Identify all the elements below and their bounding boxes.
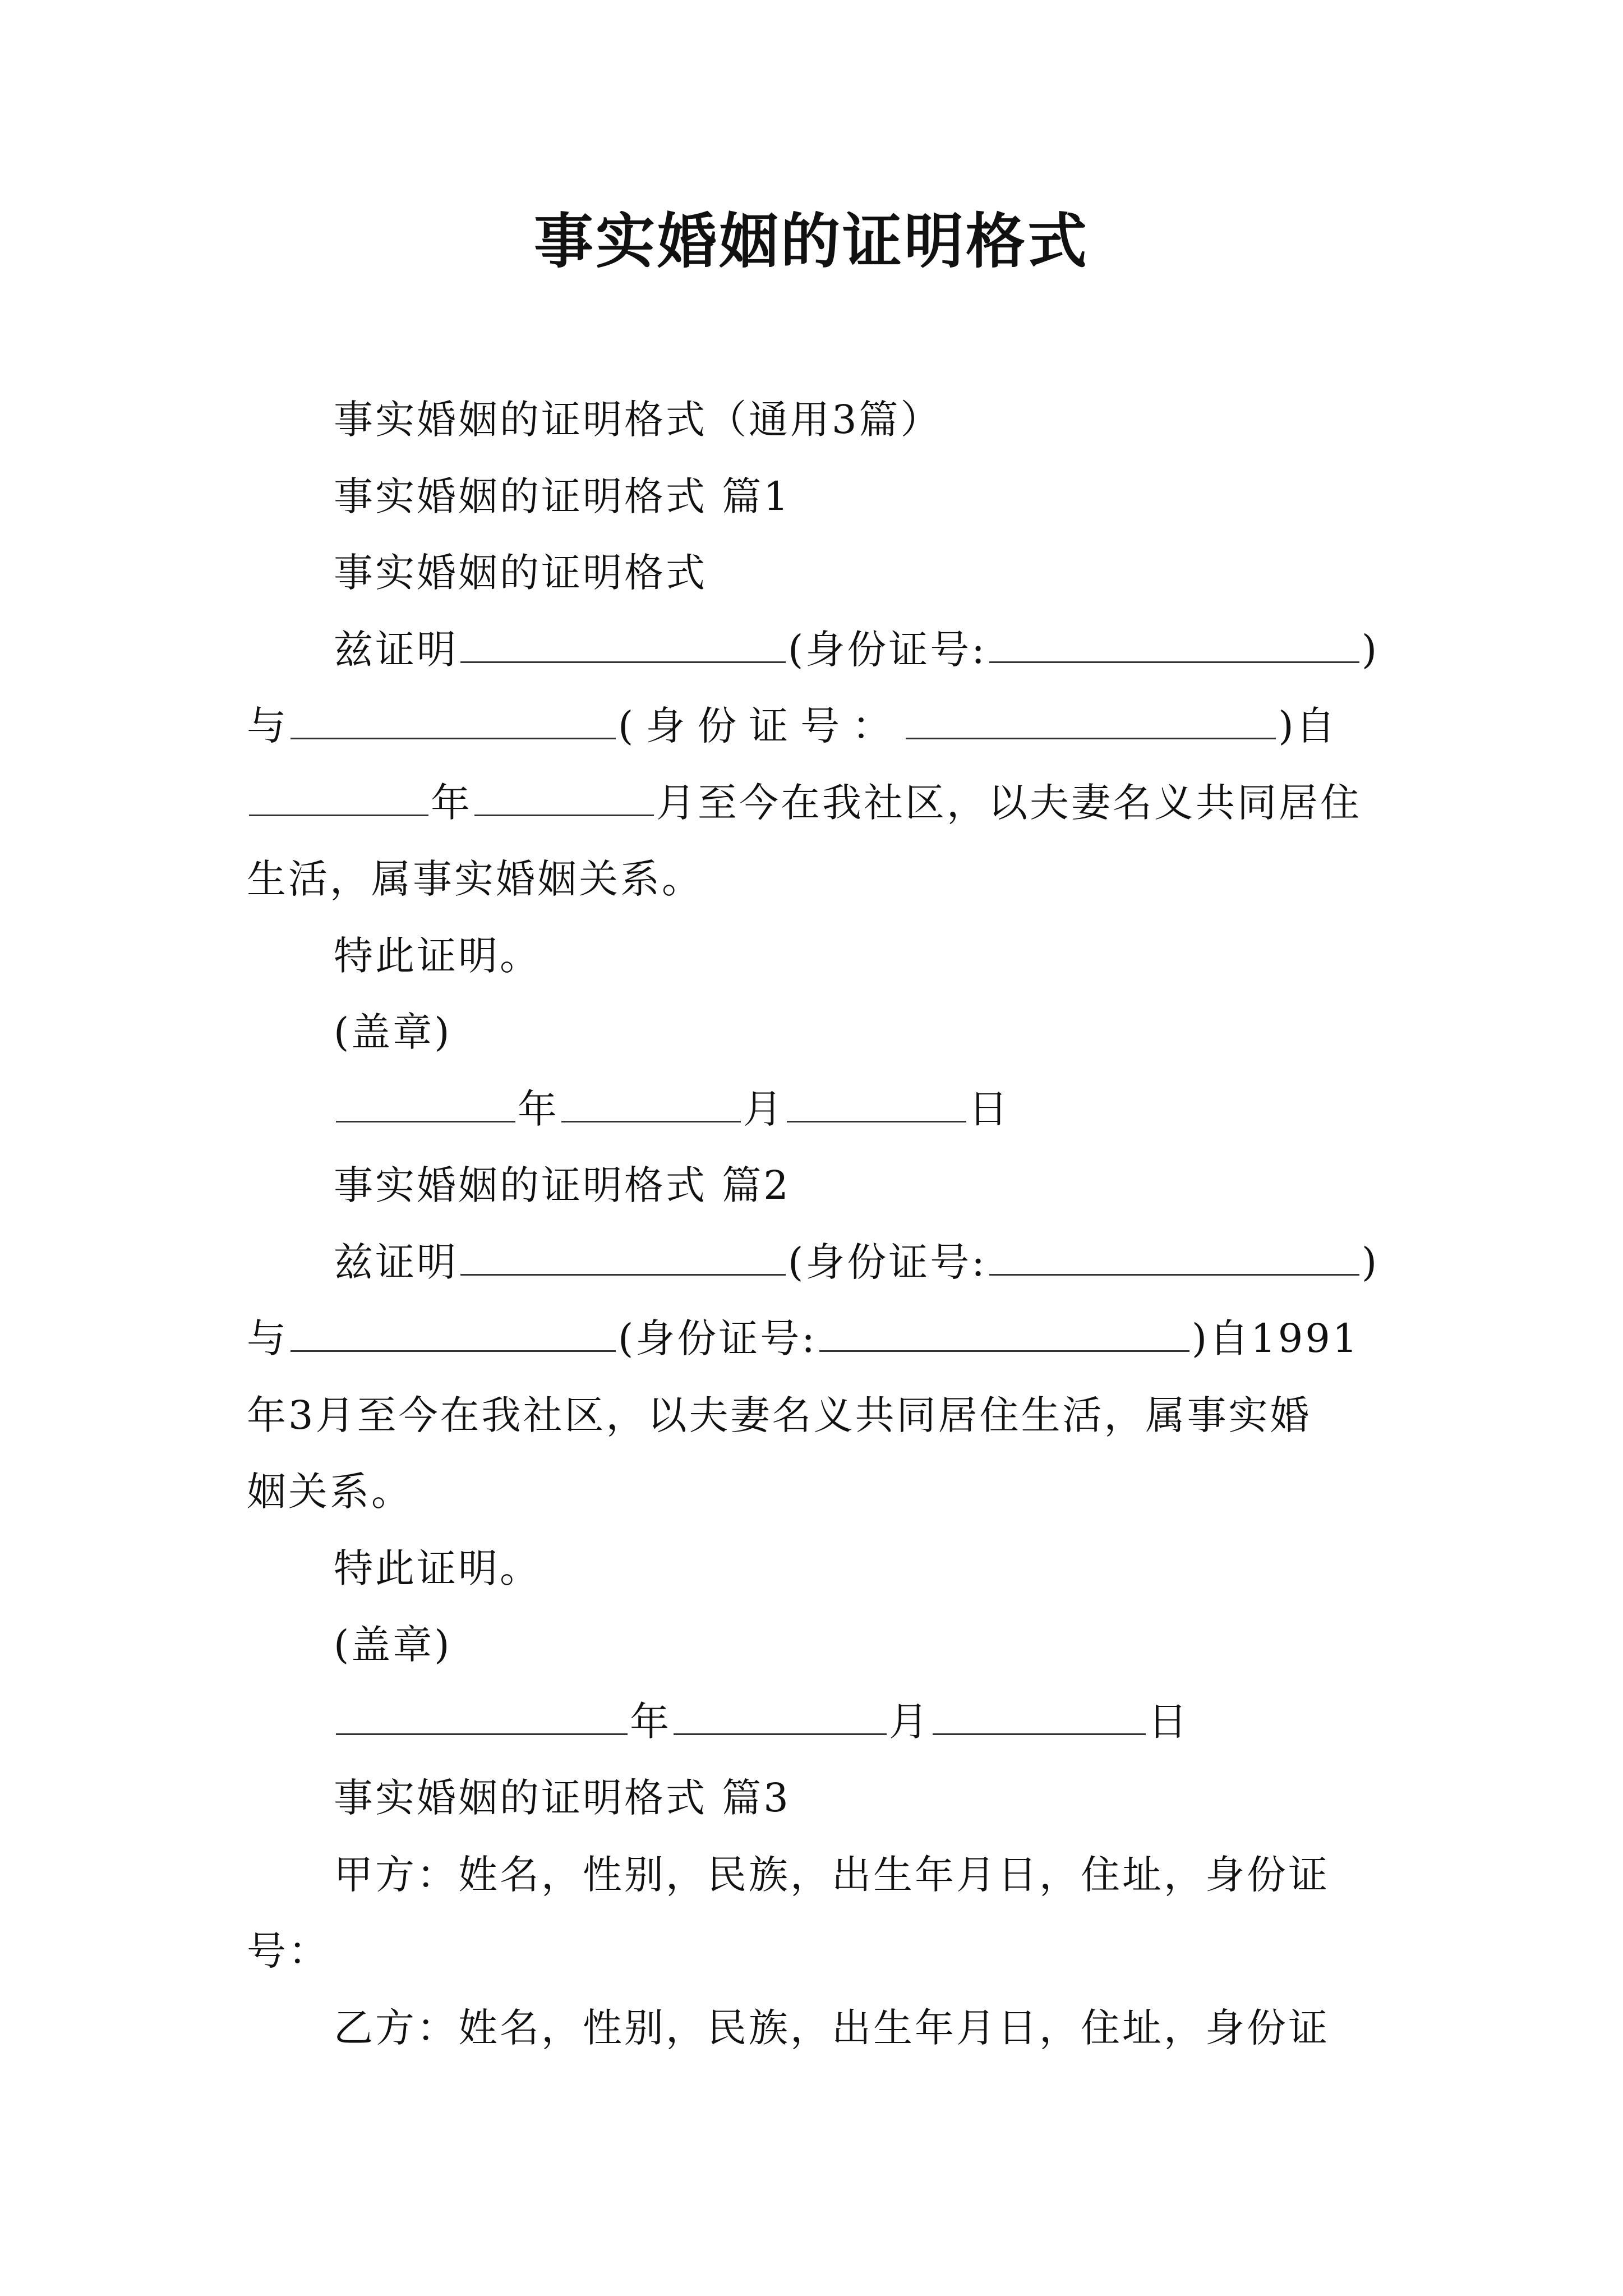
section1-certify: 特此证明。 <box>334 932 541 979</box>
date-month-label: 月 <box>743 1085 785 1132</box>
section1-subheading: 事实婚姻的证明格式 <box>334 550 707 596</box>
month-blank[interactable] <box>474 783 654 816</box>
section2-heading: 事实婚姻的证明格式 篇2 <box>334 1162 791 1208</box>
section2-seal: (盖章) <box>334 1622 452 1668</box>
section2-line1-mid: (身份证号: <box>788 1239 987 1285</box>
section2-line2-prefix: 与 <box>247 1315 288 1361</box>
date-month-label: 月 <box>889 1698 930 1745</box>
section1-line2 <box>247 688 1385 765</box>
day-blank[interactable] <box>933 1702 1146 1735</box>
section3-party-a-cont: 号： <box>247 1928 330 1974</box>
section2-line1-prefix: 兹证明 <box>334 1239 458 1285</box>
date-day-label: 日 <box>969 1085 1010 1132</box>
section1-line3-year: 年 <box>431 779 472 826</box>
name-blank[interactable] <box>291 706 616 739</box>
section2-line2 <box>247 1300 1385 1377</box>
section2-line2-mid: (身份证号: <box>618 1315 817 1361</box>
section1-seal: (盖章) <box>334 1009 452 1055</box>
document-body <box>247 381 1385 2066</box>
month-blank[interactable] <box>561 1089 741 1122</box>
intro-line: 事实婚姻的证明格式（通用3篇） <box>334 397 942 443</box>
section2-line4: 姻关系。 <box>247 1469 413 1515</box>
day-blank[interactable] <box>787 1089 966 1122</box>
section1-line3-rest: 月至今在我社区，以夫妻名义共同居住 <box>656 779 1362 826</box>
year-blank[interactable] <box>249 783 428 816</box>
section1-date-line <box>247 1071 1385 1148</box>
section1-line3 <box>247 765 1385 841</box>
section2-date-line <box>247 1683 1385 1760</box>
section3-party-b: 乙方：姓名，性别，民族，出生年月日，住址，身份证 <box>334 2004 1330 2051</box>
section2-certify: 特此证明。 <box>334 1545 541 1591</box>
id-number-blank[interactable] <box>906 706 1276 739</box>
section1-line2-mid: (身份证号： <box>618 703 904 749</box>
section1-heading: 事实婚姻的证明格式 篇1 <box>334 473 791 519</box>
section1-line4: 生活，属事实婚姻关系。 <box>247 856 703 902</box>
year-blank[interactable] <box>336 1089 515 1122</box>
id-number-blank[interactable] <box>989 630 1359 663</box>
document-title: 事实婚姻的证明格式 <box>534 206 1089 276</box>
year-blank[interactable] <box>336 1702 628 1735</box>
date-year-label: 年 <box>630 1698 671 1745</box>
date-day-label: 日 <box>1148 1698 1189 1745</box>
section1-line2-end: )自 <box>1278 703 1338 749</box>
section1-line2-prefix: 与 <box>247 703 288 749</box>
section1-line1-end: ) <box>1361 626 1380 673</box>
section2-line3: 年3月至今在我社区，以夫妻名义共同居住生活，属事实婚 <box>247 1392 1312 1438</box>
id-number-blank[interactable] <box>989 1243 1359 1276</box>
section3-heading: 事实婚姻的证明格式 篇3 <box>334 1775 791 1821</box>
section3-party-a: 甲方：姓名，性别，民族，出生年月日，住址，身份证 <box>334 1851 1330 1898</box>
date-year-label: 年 <box>518 1085 559 1132</box>
section2-line1 <box>247 1224 1385 1301</box>
section1-line1-prefix: 兹证明 <box>334 626 458 673</box>
name-blank[interactable] <box>460 630 786 663</box>
name-blank[interactable] <box>460 1243 786 1276</box>
section1-line1-mid: (身份证号: <box>788 626 987 673</box>
section2-line1-end: ) <box>1361 1239 1380 1285</box>
id-number-blank[interactable] <box>819 1319 1189 1352</box>
section1-line1 <box>247 611 1385 688</box>
month-blank[interactable] <box>674 1702 887 1735</box>
name-blank[interactable] <box>291 1319 616 1352</box>
section2-line2-end: )自1991 <box>1191 1315 1360 1361</box>
